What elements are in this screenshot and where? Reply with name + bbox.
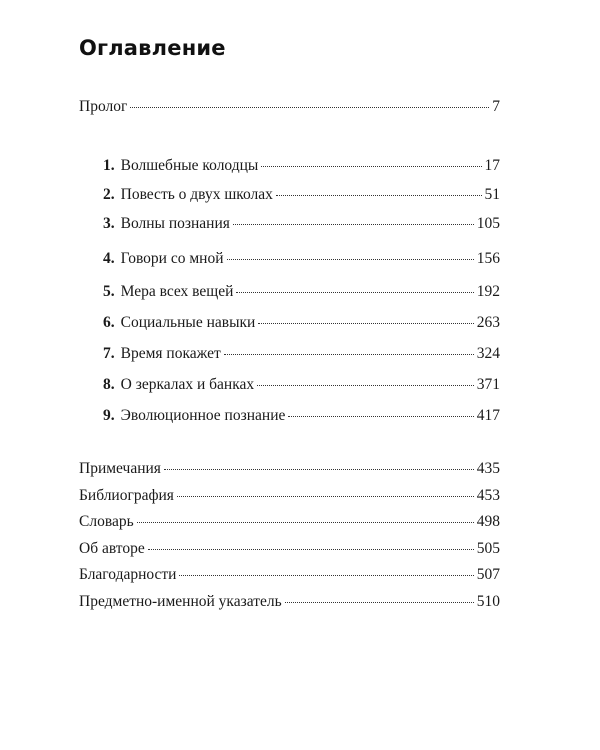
toc-entry-label: Волны познания (120, 215, 230, 232)
toc-entry-chapter (103, 314, 500, 332)
toc-entry-label: Предметно-именной указатель (79, 593, 282, 610)
toc-entry-page: 507 (476, 566, 500, 583)
toc-entry-page: 435 (476, 460, 500, 477)
dot-leader (177, 496, 474, 497)
toc-entry-chapter (103, 283, 500, 301)
toc-entry-page: 51 (484, 186, 500, 203)
toc-entry-page: 371 (476, 376, 500, 393)
toc-entry-label: Об авторе (79, 540, 145, 557)
dot-leader (261, 166, 481, 167)
toc-entry-back-matter (79, 593, 500, 611)
toc-entry-chapter (103, 345, 500, 363)
toc-entry-label: Примечания (79, 460, 161, 477)
toc-entry-label: Время покажет (120, 345, 221, 362)
toc-entry-page: 105 (476, 215, 500, 232)
toc-entry-page: 417 (476, 407, 500, 424)
toc-entry-label: Эволюционное познание (120, 407, 286, 424)
dot-leader (276, 195, 482, 196)
chapter-number: 9. (103, 407, 115, 424)
toc-entry-label: О зеркалах и банках (120, 376, 255, 393)
toc-entry-label: Волшебные колодцы (120, 157, 259, 174)
chapter-number: 2. (103, 186, 115, 203)
chapter-number: 7. (103, 345, 115, 362)
toc-entry-label: Мера всех вещей (120, 283, 234, 300)
toc-entry-back-matter (79, 487, 500, 505)
toc-entry-prologue (79, 98, 500, 116)
chapter-number: 8. (103, 376, 115, 393)
chapter-number: 5. (103, 283, 115, 300)
toc-entry-label: Библиография (79, 487, 174, 504)
dot-leader (258, 323, 473, 324)
toc-entry-page: 505 (476, 540, 500, 557)
dot-leader (257, 385, 474, 386)
dot-leader (285, 602, 474, 603)
toc-entry-page: 453 (476, 487, 500, 504)
dot-leader (236, 292, 473, 293)
dot-leader (164, 469, 474, 470)
chapter-number: 6. (103, 314, 115, 331)
toc-entry-page: 17 (484, 157, 500, 174)
toc-entry-label: Социальные навыки (120, 314, 256, 331)
toc-entry-label: Повесть о двух школах (120, 186, 273, 203)
toc-entry-page: 498 (476, 513, 500, 530)
toc-entry-back-matter (79, 513, 500, 531)
page-title: Оглавление (79, 36, 226, 60)
toc-entry-back-matter (79, 460, 500, 478)
toc-entry-chapter (103, 250, 500, 268)
toc-entry-page: 192 (476, 283, 500, 300)
toc-entry-chapter (103, 186, 500, 204)
toc-entry-label: Словарь (79, 513, 134, 530)
toc-entry-chapter (103, 407, 500, 425)
toc-entry-label: Благодарности (79, 566, 177, 583)
toc-entry-chapter (103, 376, 500, 394)
dot-leader (224, 354, 474, 355)
dot-leader (233, 224, 474, 225)
chapter-number: 3. (103, 215, 115, 232)
dot-leader (130, 107, 489, 108)
toc-entry-chapter (103, 157, 500, 175)
toc-entry-page: 324 (476, 345, 500, 362)
dot-leader (137, 522, 474, 523)
toc-entry-page: 510 (476, 593, 500, 610)
dot-leader (179, 575, 473, 576)
toc-entry-page: 156 (476, 250, 500, 267)
chapter-number: 4. (103, 250, 115, 267)
toc-entry-back-matter (79, 540, 500, 558)
toc-entry-page: 263 (476, 314, 500, 331)
dot-leader (148, 549, 474, 550)
toc-entry-page: 7 (492, 98, 500, 115)
dot-leader (227, 259, 474, 260)
toc-entry-chapter (103, 215, 500, 233)
toc-entry-label: Пролог (79, 98, 128, 115)
toc-entry-label: Говори со мной (120, 250, 224, 267)
dot-leader (288, 416, 473, 417)
toc-entry-back-matter (79, 566, 500, 584)
chapter-number: 1. (103, 157, 115, 174)
